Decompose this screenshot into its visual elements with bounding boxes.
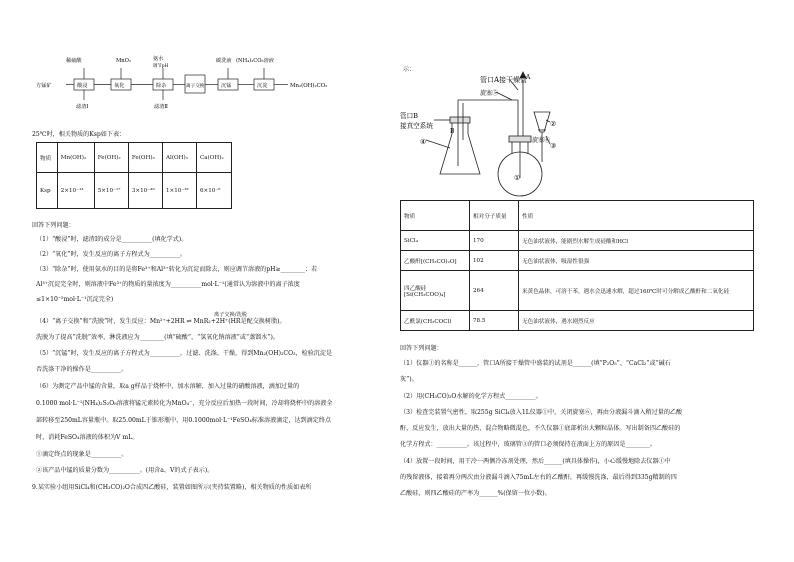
question-3-line1: （3）“除杂”时，使用氨水的目的是将Fe³⁺和Al³⁺转化为沉淀而除去，则应调节溶液的pH≥________；若: [36, 266, 318, 273]
conical-flask: [440, 122, 480, 174]
question-5-line2: 否洗涤干净的操作是__________。: [36, 366, 128, 373]
ksp-cell-r1c3: Fe(OH)₂: [94, 143, 128, 173]
question-6-part1: ①滴定终点的现象是__________。: [36, 451, 128, 458]
r-question-1-line1: （1）仪器①的名称是______，管口A所接干燥管中盛装的试剂是______(填“P₂O₅”、“CaCl₂”或“碱石: [400, 360, 671, 367]
label-2: ②: [550, 120, 557, 128]
question-6-line2: 0.1000 mol·L⁻¹(NH₄)₂S₂O₈溶液将锰元素转化为MnO₄⁻，充分反应后加热一段时间，冷却将烧杯中的溶液全: [36, 400, 333, 407]
label-1: ①: [514, 174, 521, 182]
a-letter: A: [526, 74, 531, 81]
label-3: ③: [550, 142, 557, 150]
reagent-6: (NH₄)₂CO₃溶液: [236, 58, 274, 64]
questions-head-right: 回答下列问题：: [400, 345, 443, 352]
tube-b-line1: 管口B: [400, 112, 419, 120]
question-6-line4: 时，消耗FeSO₄溶液的体积为V mL。: [36, 434, 139, 441]
ksp-cell-r2c6: 6×10⁻⁶: [196, 173, 231, 209]
question-4-line2: 洗脱为了提高“洗脱”效率，淋洗液应为________(填“硫酸”、“氢氧化钠溶液”或“蒸馏水”)。: [36, 334, 279, 341]
r-question-2: （2）用(CH₃CO)₂O水解的化学方程式__________。: [400, 393, 542, 400]
box-label-4: 离子交换: [186, 84, 205, 89]
flask-stopper: [450, 117, 470, 123]
flow-input: 方锰矿: [36, 83, 52, 89]
ksp-cell-r2c5: 1×10⁻³²: [163, 173, 197, 209]
prop-r2-substance: 乙酸酐[(CH₃CO)₂O]: [401, 251, 470, 271]
r-question-3-line3: 化学方程式：__________。该过程中，玻璃管③的管口必须保持在液面上方的原因是________。: [400, 441, 656, 448]
equilibrium-arrow-label: 离子交换/洗脱: [214, 312, 247, 318]
b-letter: B: [450, 128, 455, 135]
prop-r1-mass: 170: [470, 231, 519, 251]
reagent-2: MnO₂: [116, 58, 131, 64]
prop-r4-substance: 乙酰氯(CH₃COCl): [401, 311, 470, 331]
prop-r1-substance: SiCl₄: [401, 231, 470, 251]
prop-r2-property: 无色油状液体，吸湿性很强: [519, 251, 754, 271]
ksp-cell-r2c4: 3×10⁻³⁹: [128, 173, 162, 209]
label-4: ④: [420, 138, 427, 146]
ksp-cell-r2c2: 2×10⁻¹³: [57, 173, 94, 209]
question-6-line1: （6）为测定产品中锰的含量，取a g样品于烧杯中，加水溶解，加入过量的硝酸溶液，滴加过量的: [36, 383, 300, 390]
reagent-1: 稀硫酸: [66, 58, 82, 64]
ksp-cell-r1c4: Fe(OH)₃: [128, 143, 162, 173]
box-label-5: 沉锰: [221, 83, 232, 89]
flow-product: Mn₂(OH)₂CO₃: [290, 83, 328, 89]
shi-text: 示：: [403, 66, 416, 73]
ksp-cell-r1c2: Mn(OH)₂: [57, 143, 94, 173]
prop-r3-substance: 四乙酸硅[Si(CH₃COO)₄]: [401, 271, 470, 311]
residue-1: 滤渣Ⅰ: [76, 104, 89, 110]
question-6-line3: 部转移至250mL容量瓶中。取25.00mL于锥形瓶中，用0.1000mol·L⁻¹FeSO₄标准溶液滴定，达到滴定终点: [36, 417, 332, 424]
dropping-funnel: [534, 112, 550, 132]
apparatus-diagram: [400, 70, 580, 198]
prop-r1-property: 无色油状液体，能剧烈水解生成硅酸和HCl: [519, 231, 754, 251]
r-question-3-line1: （3）检查完装置气密性，取255g SiCl₄放入1L仪器①中，关闭旋塞⑥，再由分液漏斗滴入稍过量的乙酸: [400, 409, 683, 416]
box-label-3: 除杂: [156, 83, 167, 89]
box-label-2: 氧化: [114, 83, 125, 89]
question-1: （1）“酸浸”时，滤渣Ⅰ的成分是__________(填化学式)。: [36, 236, 188, 243]
prop-r3-property: 米黄色晶体，可溶于苯，遇水会迅速水解，超过160℃时可分解成乙酸酐和二氧化硅: [519, 271, 754, 311]
questions-head-left: 回答下列问题：: [32, 222, 75, 229]
box-label-6: 沉淀: [257, 83, 268, 89]
question-9-intro: 9.某实验小组用SiCl₄和(CH₃CO)₂O合成四乙酸硅，装置如图所示(夹持装置略)，相关物质的性质如表所: [32, 484, 312, 491]
r-question-4-line2: 的残留液体，接着再分两次由分液漏斗滴入75mL左右的乙酸酐，再缓慢洗涤，最后得到335g精制的四: [400, 474, 677, 481]
valve6-label: 旋塞⑥: [532, 137, 551, 144]
ksp-table: [36, 142, 232, 209]
r-question-3-line2: 酐，反应发生，放出大量的热，混合物略微混色，不久仪器①底部析出大颗粒晶体。写出制备四乙酸硅的: [400, 425, 681, 432]
reagent-5: 碳洗液: [216, 58, 232, 64]
ksp-cell-r2c3: 5×10⁻¹⁷: [94, 173, 128, 209]
prop-header-property: 性质: [519, 201, 754, 231]
r-question-4-line3: 乙酸硅，则四乙酸硅的产率为______%(保留一位小数)。: [400, 490, 551, 497]
prop-r4-property: 无色油状液体，遇水剧烈反应: [519, 311, 754, 331]
prop-r3-mass: 264: [470, 271, 519, 311]
r-question-4-line1: （4）放置一段时间，用干冷一两侧冷冻剂处理，然后______(填具体操作)，小心缓慢地除去仪器①中: [400, 458, 671, 465]
tube-a-label: 管口A接干燥管: [480, 76, 528, 84]
residue-2: 滤渣Ⅱ: [154, 104, 168, 110]
reagent-3: 氨水: [153, 56, 164, 62]
ksp-cell-r2c1: Ksp: [37, 173, 58, 209]
prop-r2-mass: 102: [470, 251, 519, 271]
prop-header-mass: 相对分子质量: [470, 201, 519, 231]
question-4-line1: （4）“离子交换”和“洗脱”时，发生反应：Mn²⁺+2HR ⇌ MnR₂+2H⁺(HR是配交换树脂)。: [36, 318, 286, 325]
valve5-label: 旋塞⑤: [480, 90, 499, 97]
question-6-part2: ②该产品中锰的质量分数为__________。(用含a、V的式子表示)。: [36, 467, 214, 474]
question-3-line2: Al³⁺沉淀完全时，则溶液中Fe³⁺的物质的量浓度为__________mol·L⁻¹(通常认为溶液中的离子浓度: [36, 281, 300, 288]
ksp-cell-r1c5: Al(OH)₃: [163, 143, 197, 173]
process-flowchart: [36, 54, 366, 114]
properties-table: [400, 200, 754, 331]
question-5-line1: （5）“沉锰”时，发生反应的离子方程式为__________。过滤、洗涤、干燥，得到Mn₂(OH)₂CO₃，检验沉淀是: [36, 350, 333, 357]
tube-b-line2: 接真空系统: [400, 122, 433, 130]
prop-r4-mass: 78.5: [470, 311, 519, 331]
ksp-cell-r1c1: 物质: [37, 143, 58, 173]
question-3-line3: ≤1×10⁻⁵mol·L⁻¹沉淀完全): [36, 296, 114, 303]
question-2: （2）“氧化”时，发生反应的离子方程式为__________。: [36, 251, 187, 258]
reagent-4: 调节pH: [153, 64, 169, 69]
ksp-intro: 25℃时，相关物质的Ksp如下表：: [32, 131, 126, 138]
r-question-1-line2: 灰”)。: [400, 376, 418, 383]
prop-header-substance: 物质: [401, 201, 470, 231]
ksp-cell-r1c6: Ca(OH)₂: [196, 143, 231, 173]
box-label-1: 酸浸: [77, 83, 88, 89]
